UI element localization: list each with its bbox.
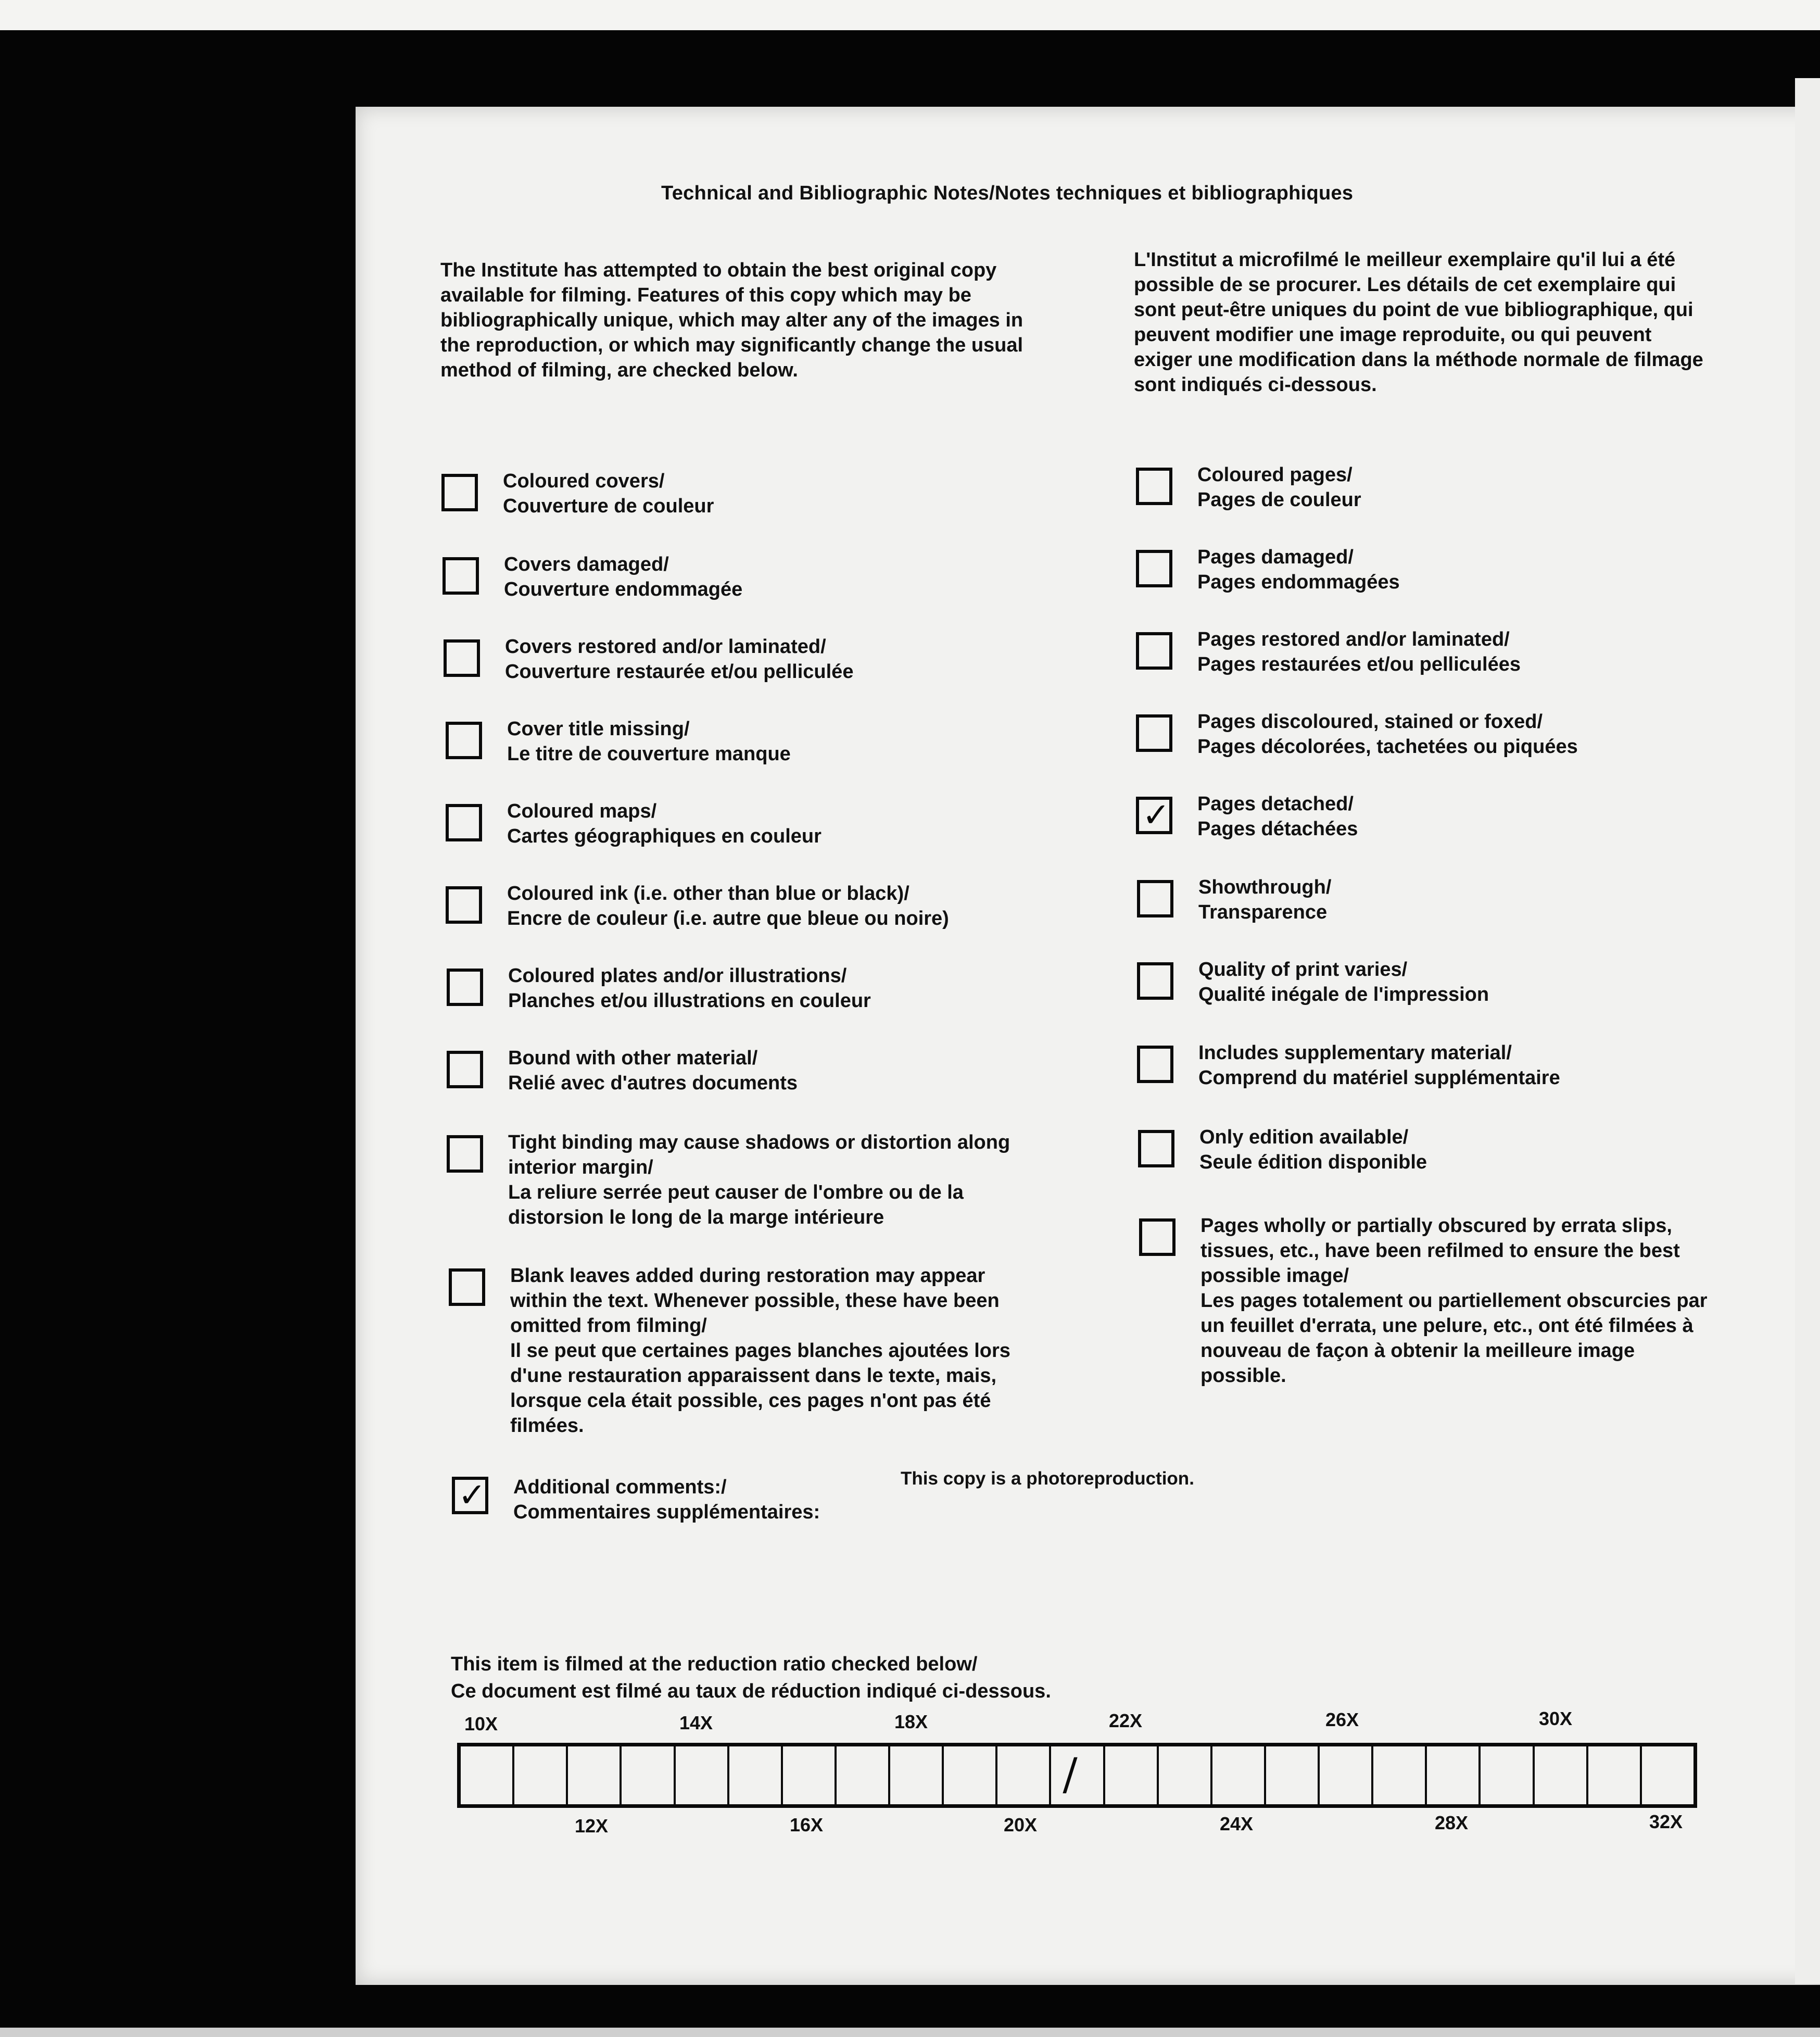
scale-cell[interactable] bbox=[1588, 1746, 1642, 1804]
option-label: Pages detached/ Pages détachées bbox=[1197, 793, 1358, 840]
option-label: Cover title missing/ Le titre de couverture manque bbox=[507, 718, 791, 765]
scale-cell[interactable] bbox=[1266, 1746, 1320, 1804]
checkbox[interactable] bbox=[1139, 1218, 1176, 1256]
ratio-label-top: 18X bbox=[894, 1711, 928, 1732]
option-label: Only edition available/ Seule édition disponible bbox=[1199, 1126, 1427, 1173]
film-top-band bbox=[0, 0, 1820, 30]
checkbox[interactable] bbox=[447, 1135, 483, 1173]
scale-cell-checked[interactable] bbox=[1051, 1746, 1105, 1804]
ratio-label-top: 14X bbox=[679, 1712, 713, 1733]
scale-cell[interactable] bbox=[729, 1746, 783, 1804]
ratio-label-bottom: 12X bbox=[575, 1815, 609, 1837]
film-bottom-band bbox=[0, 2028, 1820, 2037]
comment-text: This copy is a photoreproduction. bbox=[901, 1468, 1194, 1489]
scale-cell[interactable] bbox=[837, 1746, 890, 1804]
option-label: Covers restored and/or laminated/ Couverture restaurée et/ou pelliculée bbox=[505, 636, 854, 683]
checkbox[interactable] bbox=[446, 722, 482, 759]
checkbox[interactable] bbox=[1136, 550, 1172, 587]
scale-cell[interactable] bbox=[461, 1746, 514, 1804]
option-label: Coloured covers/ Couverture de couleur bbox=[503, 470, 714, 517]
checkbox[interactable] bbox=[449, 1268, 485, 1306]
checkbox[interactable] bbox=[1137, 1046, 1173, 1083]
ratio-label-bottom: 24X bbox=[1220, 1813, 1254, 1834]
checkbox[interactable] bbox=[1138, 1130, 1174, 1167]
reduction-scale[interactable] bbox=[457, 1743, 1697, 1808]
ratio-label-bottom: 20X bbox=[1004, 1814, 1038, 1835]
checkbox-checked[interactable] bbox=[452, 1477, 488, 1514]
ratio-label-top: 26X bbox=[1325, 1709, 1359, 1730]
checkbox[interactable] bbox=[1136, 468, 1172, 505]
scale-cell[interactable] bbox=[1212, 1746, 1266, 1804]
checkbox[interactable] bbox=[447, 969, 483, 1006]
scale-cell[interactable] bbox=[514, 1746, 568, 1804]
option-label: Pages wholly or partially obscured by errata slips, tissues, etc., have been refilmed to ensure the best possible image/ Les pages totalement ou partiellement obscurcies par un feuillet d'errata, une pelure, etc., ont été filmées à nouveau de façon à obtenir la meilleure image possible. bbox=[1200, 1215, 1708, 1387]
ratio-label-bottom: 32X bbox=[1649, 1811, 1683, 1832]
checkbox[interactable] bbox=[446, 804, 482, 841]
option-label: Coloured maps/ Cartes géographiques en couleur bbox=[507, 800, 821, 847]
scale-cell[interactable] bbox=[1320, 1746, 1373, 1804]
scale-cell[interactable] bbox=[783, 1746, 837, 1804]
checkbox[interactable] bbox=[1136, 632, 1172, 670]
reduction-note: This item is filmed at the reduction ratio checked below/ Ce document est filmé au taux de réduction indiqué ci-dessous. bbox=[451, 1653, 1051, 1702]
option-label: Blank leaves added during restoration may appear within the text. Whenever possible, these have been omitted from filming/ Il se peut que certaines pages blanches ajoutées lors d'une restauration apparaissent dans le texte, mais, lorsque cela était possible, ces pages n'ont pas été filmées. bbox=[510, 1265, 1010, 1437]
page-title: Technical and Bibliographic Notes/Notes techniques et bibliographiques bbox=[661, 182, 1354, 204]
scale-cell[interactable] bbox=[1159, 1746, 1212, 1804]
option-label: Pages restored and/or laminated/ Pages restaurées et/ou pelliculées bbox=[1197, 628, 1521, 675]
option-label: Showthrough/ Transparence bbox=[1198, 876, 1332, 923]
option-label: Coloured plates and/or illustrations/ Planches et/ou illustrations en couleur bbox=[508, 965, 871, 1012]
scale-cell[interactable] bbox=[1535, 1746, 1588, 1804]
checkbox[interactable] bbox=[443, 557, 479, 595]
check-mark-icon: ✓ bbox=[458, 1476, 486, 1515]
ratio-label-bottom: 28X bbox=[1435, 1812, 1469, 1833]
intro-french: L'Institut a microfilmé le meilleur exemplaire qu'il lui a été possible de se procurer. Les détails de cet exemplaire qui sont peut-être uniques du point de vue bibliographique, qui peuvent modifier une image reproduite, ou qui peuvent exiger une modification dans la méthode normale de filmage sont indiqués ci-dessous. bbox=[1134, 249, 1703, 396]
option-label: Pages discoloured, stained or foxed/ Pages décolorées, tachetées ou piquées bbox=[1197, 711, 1578, 758]
option-label: Coloured ink (i.e. other than blue or black)/ Encre de couleur (i.e. autre que bleue ou noire) bbox=[507, 883, 949, 929]
scale-cell[interactable] bbox=[1481, 1746, 1534, 1804]
ratio-label-top: 10X bbox=[464, 1713, 498, 1734]
page-edge bbox=[1795, 78, 1820, 1984]
option-label: Pages damaged/ Pages endommagées bbox=[1197, 546, 1400, 593]
checkbox[interactable] bbox=[444, 639, 480, 677]
check-mark-icon: ✓ bbox=[1142, 796, 1170, 835]
option-label: Quality of print varies/ Qualité inégale de l'impression bbox=[1198, 959, 1489, 1005]
slash-mark-icon: / bbox=[1063, 1749, 1078, 1800]
option-label: Coloured pages/ Pages de couleur bbox=[1197, 464, 1361, 511]
checkbox[interactable] bbox=[1136, 714, 1172, 752]
scale-cell[interactable] bbox=[1373, 1746, 1427, 1804]
checkbox[interactable] bbox=[441, 474, 478, 511]
scale-cell[interactable] bbox=[944, 1746, 997, 1804]
ratio-label-top: 30X bbox=[1539, 1708, 1573, 1729]
scale-cell[interactable] bbox=[890, 1746, 944, 1804]
intro-english: The Institute has attempted to obtain the best original copy available for filming. Features of this copy which may be bibliographically unique, which may alter any of the images in the reproduction, or which may significantly change the usual method of filming, are checked below. bbox=[440, 259, 1023, 381]
checkbox[interactable] bbox=[1137, 880, 1173, 917]
scale-cell[interactable] bbox=[1642, 1746, 1693, 1804]
scale-cell[interactable] bbox=[1105, 1746, 1159, 1804]
scale-cell[interactable] bbox=[622, 1746, 675, 1804]
checkbox[interactable] bbox=[447, 1051, 483, 1088]
checkbox[interactable] bbox=[1137, 962, 1173, 1000]
scale-cell[interactable] bbox=[568, 1746, 622, 1804]
scale-cell[interactable] bbox=[1427, 1746, 1481, 1804]
option-label: Bound with other material/ Relié avec d'autres documents bbox=[508, 1047, 798, 1094]
ratio-label-top: 22X bbox=[1109, 1710, 1143, 1731]
option-label: Covers damaged/ Couverture endommagée bbox=[504, 554, 743, 600]
scale-cell[interactable] bbox=[676, 1746, 729, 1804]
checkbox-checked[interactable] bbox=[1136, 797, 1172, 834]
option-label: Additional comments:/ Commentaires supplémentaires: bbox=[513, 1476, 820, 1523]
option-label: Tight binding may cause shadows or distortion along interior margin/ La reliure serrée peut causer de l'ombre ou de la distorsion le long de la marge intérieure bbox=[508, 1131, 1010, 1228]
option-label: Includes supplementary material/ Comprend du matériel supplémentaire bbox=[1198, 1042, 1560, 1089]
ratio-label-bottom: 16X bbox=[790, 1814, 824, 1835]
checkbox[interactable] bbox=[446, 886, 482, 924]
scale-cell[interactable] bbox=[997, 1746, 1051, 1804]
